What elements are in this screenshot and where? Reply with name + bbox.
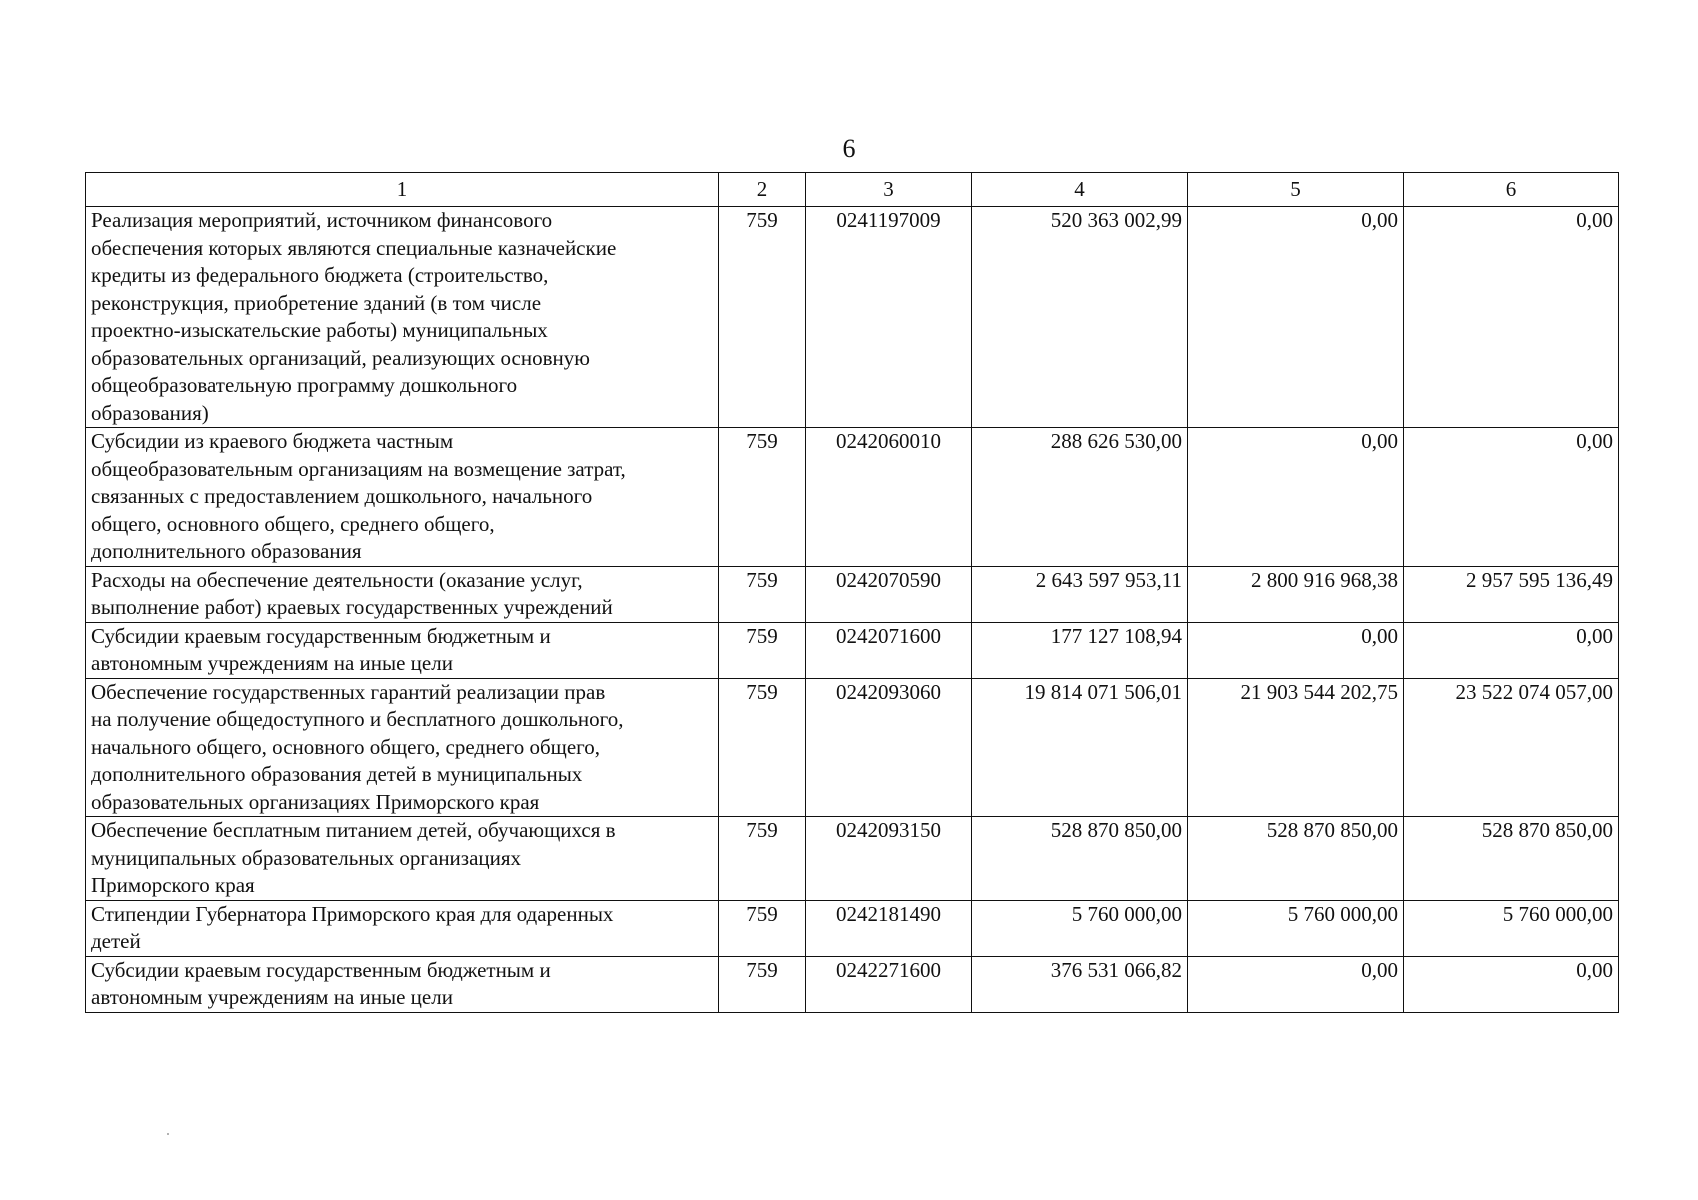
column-number-5: 5 (1188, 173, 1404, 207)
column-number-3: 3 (806, 173, 972, 207)
row-amount-col5: 21 903 544 202,75 (1188, 678, 1404, 817)
row-amount-col6: 0,00 (1404, 428, 1619, 567)
row-amount-col5: 2 800 916 968,38 (1188, 566, 1404, 622)
row-target-code: 0242271600 (806, 956, 972, 1012)
table-header-row (86, 173, 1619, 207)
column-number-1: 1 (86, 173, 719, 207)
page-number: 6 (842, 134, 856, 163)
budget-table (85, 172, 1619, 1013)
column-number-4: 4 (972, 173, 1188, 207)
scan-speck (167, 1133, 169, 1135)
row-ministry-code: 759 (719, 207, 806, 428)
table-row (86, 956, 1619, 1012)
row-description: Субсидии краевым государственным бюджетным и автономным учреждениям на иные цели (86, 622, 719, 678)
row-amount-col5: 5 760 000,00 (1188, 900, 1404, 956)
table-row (86, 428, 1619, 567)
row-ministry-code: 759 (719, 956, 806, 1012)
row-target-code: 0242071600 (806, 622, 972, 678)
row-amount-col6: 528 870 850,00 (1404, 817, 1619, 901)
row-amount-col6: 2 957 595 136,49 (1404, 566, 1619, 622)
row-ministry-code: 759 (719, 622, 806, 678)
row-amount-col6: 23 522 074 057,00 (1404, 678, 1619, 817)
row-target-code: 0241197009 (806, 207, 972, 428)
row-amount-col6: 0,00 (1404, 207, 1619, 428)
row-amount-col4: 19 814 071 506,01 (972, 678, 1188, 817)
row-ministry-code: 759 (719, 428, 806, 567)
row-description: Расходы на обеспечение деятельности (оказание услуг, выполнение работ) краевых государственных учреждений (86, 566, 719, 622)
row-amount-col5: 528 870 850,00 (1188, 817, 1404, 901)
row-amount-col5: 0,00 (1188, 622, 1404, 678)
row-amount-col5: 0,00 (1188, 207, 1404, 428)
row-target-code: 0242060010 (806, 428, 972, 567)
table-row (86, 900, 1619, 956)
row-amount-col6: 0,00 (1404, 956, 1619, 1012)
table-row (86, 678, 1619, 817)
row-amount-col4: 2 643 597 953,11 (972, 566, 1188, 622)
row-ministry-code: 759 (719, 678, 806, 817)
row-amount-col6: 0,00 (1404, 622, 1619, 678)
row-ministry-code: 759 (719, 566, 806, 622)
table-row (86, 817, 1619, 901)
row-amount-col5: 0,00 (1188, 428, 1404, 567)
row-amount-col4: 288 626 530,00 (972, 428, 1188, 567)
row-ministry-code: 759 (719, 817, 806, 901)
row-description: Субсидии краевым государственным бюджетным и автономным учреждениям на иные цели (86, 956, 719, 1012)
column-number-2: 2 (719, 173, 806, 207)
row-ministry-code: 759 (719, 900, 806, 956)
row-description: Реализация мероприятий, источником финансового обеспечения которых являются специальные казначейские кредиты из федерального бюджета (строительство, реконструкция, приобретение зданий (в том числе проектно-изыскательские работы) муниципальных образовательных организаций, реализующих основную общеобразовательную программу дошкольного образования) (86, 207, 719, 428)
row-target-code: 0242070590 (806, 566, 972, 622)
row-amount-col4: 528 870 850,00 (972, 817, 1188, 901)
row-target-code: 0242093060 (806, 678, 972, 817)
row-amount-col6: 5 760 000,00 (1404, 900, 1619, 956)
table-row (86, 207, 1619, 428)
row-amount-col4: 5 760 000,00 (972, 900, 1188, 956)
row-amount-col4: 376 531 066,82 (972, 956, 1188, 1012)
column-number-6: 6 (1404, 173, 1619, 207)
row-description: Обеспечение бесплатным питанием детей, обучающихся в муниципальных образовательных организациях Приморского края (86, 817, 719, 901)
table-row (86, 622, 1619, 678)
row-description: Обеспечение государственных гарантий реализации прав на получение общедоступного и бесплатного дошкольного, начального общего, основного общего, среднего общего, дополнительного образования детей в муниципальных образовательных организациях Приморского края (86, 678, 719, 817)
table-row (86, 566, 1619, 622)
row-description: Стипендии Губернатора Приморского края для одаренных детей (86, 900, 719, 956)
row-amount-col5: 0,00 (1188, 956, 1404, 1012)
row-target-code: 0242181490 (806, 900, 972, 956)
row-target-code: 0242093150 (806, 817, 972, 901)
row-amount-col4: 177 127 108,94 (972, 622, 1188, 678)
row-description: Субсидии из краевого бюджета частным общеобразовательным организациям на возмещение затрат, связанных с предоставлением дошкольного, начального общего, основного общего, среднего общего, дополнительного образования (86, 428, 719, 567)
row-amount-col4: 520 363 002,99 (972, 207, 1188, 428)
